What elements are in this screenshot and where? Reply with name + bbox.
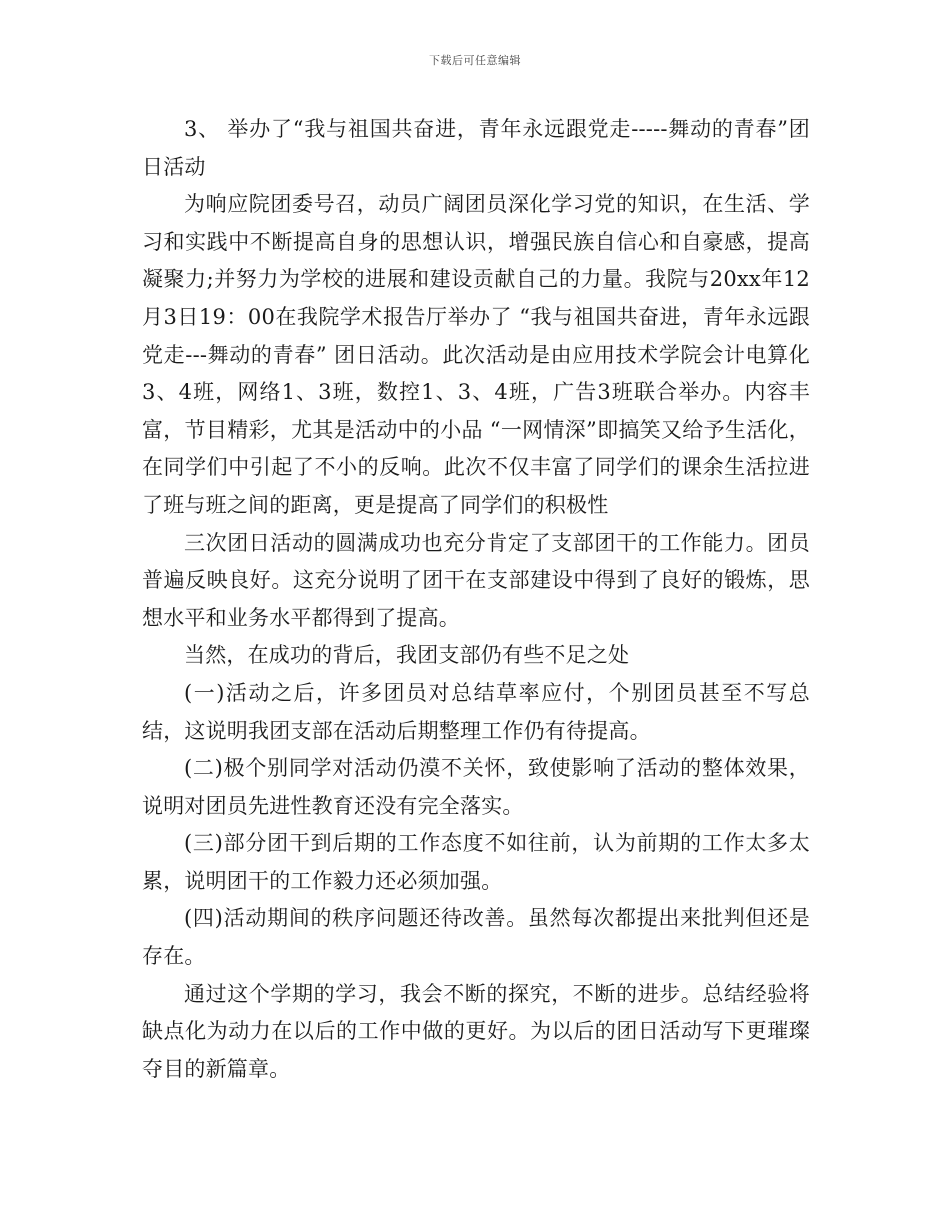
paragraph-event-title: 3、 举办了“我与祖国共奋进，青年永远跟党走-----舞动的青春”团日活动 — [142, 117, 810, 179]
paragraph-shortcoming-4: (四)活动期间的秩序问题还待改善。虽然每次都提出来批判但还是存在。 — [142, 906, 810, 969]
paragraph-shortcoming-3: (三)部分团干到后期的工作态度不如往前，认为前期的工作太多太累，说明团干的工作毅力还必须加强。 — [142, 831, 810, 893]
paragraph-shortcoming-2: (二)极个别同学对活动仍漠不关怀，致使影响了活动的整体效果，说明对团员先进性教育还没有完全落实。 — [142, 756, 810, 818]
paragraph-event-description: 为响应院团委号召，动员广阔团员深化学习党的知识，在生活、学习和实践中不断提高自身的思想认识，增强民族自信心和自豪感，提高凝聚力;并努力为学校的进展和建设贡献自己的力量。我院与20xx年12月3日19：00在我院学术报告厅举办了 “我与祖国共奋进，青年永远跟党走---舞动的青春” 团日活动。此次活动是由应用技术学院会计电算化3、4班，网络1、3班，数控1、3、4班，广告3班联合举办。内容丰富，节目精彩，尤其是活动中的小品 “一网情深”即搞笑又给予生活化，在同学们中引起了不小的反响。此次不仅丰富了同学们的课余生活拉进了班与班之间的距离，更是提高了同学们的积极性 — [142, 192, 810, 517]
paragraph-shortcoming-1: (一)活动之后，许多团员对总结草率应付，个别团员甚至不写总结，这说明我团支部在活动后期整理工作仍有待提高。 — [142, 680, 810, 743]
document-body — [142, 111, 810, 1088]
page-header: 下载后可任意编辑 — [429, 54, 521, 67]
paragraph-success-summary: 三次团日活动的圆满成功也充分肯定了支部团干的工作能力。团员普遍反映良好。这充分说明了团干在支部建设中得到了良好的锻炼，思想水平和业务水平都得到了提高。 — [142, 530, 810, 630]
paragraph-shortcomings-intro: 当然，在成功的背后，我团支部仍有些不足之处 — [184, 643, 630, 668]
paragraph-conclusion: 通过这个学期的学习，我会不断的探究，不断的进步。总结经验将缺点化为动力在以后的工作中做的更好。为以后的团日活动写下更璀璨夺目的新篇章。 — [142, 981, 810, 1081]
